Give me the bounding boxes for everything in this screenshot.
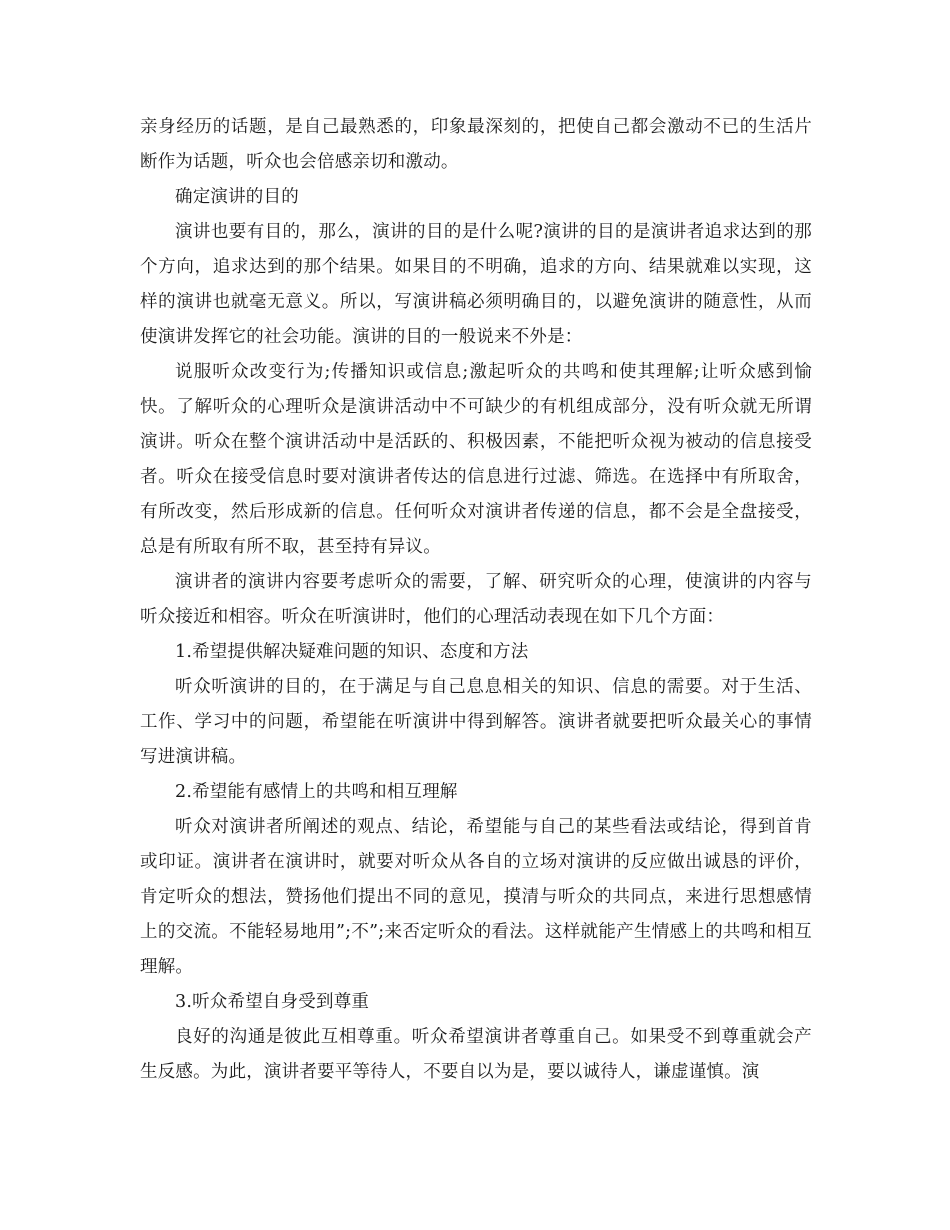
document-body xyxy=(140,110,812,1090)
heading-define-purpose: 确定演讲的目的 xyxy=(175,187,299,207)
heading-point-2: 2.希望能有感情上的共鸣和相互理解 xyxy=(175,782,458,802)
paragraph-speech-purpose: 演讲也要有目的，那么，演讲的目的是什么呢?演讲的目的是演讲者追求达到的那个方向，追求达到的那个结果。如果目的不明确，追求的方向、结果就难以实现，这样的演讲也就毫无意义。所以，写演讲稿必须明确目的，以避免演讲的随意性，从而使演讲发挥它的社会功能。演讲的目的一般说来不外是： xyxy=(140,222,812,347)
paragraph-personal-topics: 亲身经历的话题，是自己最熟悉的，印象最深刻的，把使自己都会激动不已的生活片断作为话题，听众也会倍感亲切和激动。 xyxy=(140,117,812,172)
paragraph-point-1: 听众听演讲的目的，在于满足与自己息息相关的知识、信息的需要。对于生活、工作、学习中的问题，希望能在听演讲中得到解答。演讲者就要把听众最关心的事情写进演讲稿。 xyxy=(140,677,812,767)
heading-point-1: 1.希望提供解决疑难问题的知识、态度和方法 xyxy=(175,642,529,662)
heading-point-3: 3.听众希望自身受到尊重 xyxy=(175,992,370,1012)
paragraph-point-2: 听众对演讲者所阐述的观点、结论，希望能与自己的某些看法或结论，得到首肯或印证。演讲者在演讲时，就要对听众从各自的立场对演讲的反应做出诚恳的评价，肯定听众的想法，赞扬他们提出不同的意见，摸清与听众的共同点，来进行思想感情上的交流。不能轻易地用”;不”;来否定听众的看法。这样就能产生情感上的共鸣和相互理解。 xyxy=(140,817,812,977)
paragraph-audience-needs: 演讲者的演讲内容要考虑听众的需要，了解、研究听众的心理，使演讲的内容与听众接近和相容。听众在听演讲时，他们的心理活动表现在如下几个方面： xyxy=(140,572,812,627)
paragraph-point-3: 良好的沟通是彼此互相尊重。听众希望演讲者尊重自己。如果受不到尊重就会产生反感。为此，演讲者要平等待人，不要自以为是，要以诚待人，谦虚谨慎。演 xyxy=(140,1027,812,1082)
paragraph-persuade-audience: 说服听众改变行为;传播知识或信息;激起听众的共鸣和使其理解;让听众感到愉快。了解听众的心理听众是演讲活动中不可缺少的有机组成部分，没有听众就无所谓演讲。听众在整个演讲活动中是活跃的、积极因素，不能把听众视为被动的信息接受者。听众在接受信息时要对演讲者传达的信息进行过滤、筛选。在选择中有所取舍，有所改变，然后形成新的信息。任何听众对演讲者传递的信息，都不会是全盘接受，总是有所取有所不取，甚至持有异议。 xyxy=(140,362,812,557)
